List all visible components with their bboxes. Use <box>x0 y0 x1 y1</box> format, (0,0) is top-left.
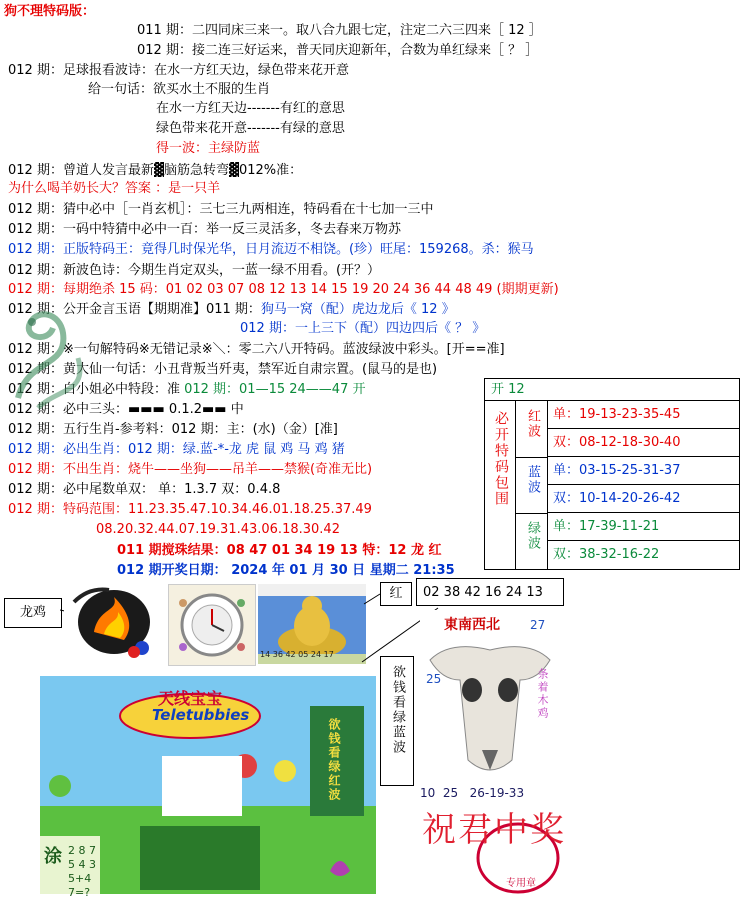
skull-compass: 東南西北 <box>444 617 500 633</box>
table-wave-blue: 蓝波 <box>525 465 540 495</box>
line-wave-result: 得一波：主绿防蓝 <box>156 141 261 156</box>
line-code-range-2: 08.20.32.44.07.19.31.43.06.18.30.42 <box>96 522 340 537</box>
line-code-range: 012 期：特码范围：11.23.35.47.10.34.46.01.18.25.37.49 <box>8 502 372 517</box>
table-header: 开 12 <box>485 379 739 401</box>
table-left-label-cell <box>485 401 516 569</box>
line-riddle: 为什么喝羊奶长大？答案 ：是一只羊 <box>8 181 221 196</box>
line-one-sentence: 给一句话：欲买水土不服的生肖 <box>88 82 271 97</box>
tele-riddle-nums: 2 8 7 5 4 3 5+4 7=? <box>68 844 96 899</box>
line-guess: 012 期：猜中必中［一肖玄机］：三七三九两相连，特码看在十七加一三中 <box>8 202 434 217</box>
skull-number-top: 27 <box>530 618 546 632</box>
callout-red: 红 <box>380 582 412 606</box>
tele-blank-box <box>162 756 242 816</box>
surround-table <box>484 378 740 570</box>
tele-logo: Teletubbies <box>152 706 250 724</box>
line-football-poem: 012 期：足球报看波诗：在水一方红天边，绿色带来花开意 <box>8 63 349 78</box>
line-golden-words-012 <box>240 320 485 337</box>
tele-fortune-char: 涂 <box>44 846 62 867</box>
stamp-text: 祝君中奖 <box>422 810 566 850</box>
fire-emblem-image <box>64 582 162 666</box>
callout-green-blue-text: 欲钱看绿蓝波 <box>390 665 405 755</box>
buddha-numbers: 14 36 42 05 24 17 <box>260 650 334 659</box>
line-code-king: 012 期：正版特码王：竟得几时保光华，日月流迈不相饶。(珍）旺尾：159268。杀：猴马 <box>8 242 534 257</box>
line-kill-15: 012 期：每期绝杀 15 码：01 02 03 07 08 12 13 14 15 19 20 24 36 44 48 49 (期期更新) <box>8 282 559 297</box>
miss-bai-label: 012 期：白小姐必中特段：准 <box>8 382 180 397</box>
skull-image <box>420 610 560 800</box>
callout-dragon-chicken: 龙鸡 <box>4 598 62 628</box>
zodiac-clock-image <box>168 584 256 666</box>
tele-side-text: 欲钱看绿红波 <box>327 718 341 802</box>
line-wave-poem: 012 期：新波色诗：今期生肖定双头，一蓝一绿不用看。(开？） <box>8 263 381 278</box>
line-draw-date: 012 期开奖日期： 2024 年 01 月 30 日 星期二 21:35 <box>117 563 455 578</box>
golden-words-011: 狗马一窝（配）虎边龙后《 12 》 <box>260 302 455 317</box>
table-wave-red-cell <box>515 401 548 458</box>
tele-title: 天线宝宝 <box>158 689 223 708</box>
line-three-heads: 012 期：必中三头：▬▬▬ 0.1.2▬▬ 中 <box>8 402 244 417</box>
line-no-zodiac: 012 期：不出生肖：烧牛——坐狗——吊羊——禁猴(奇准无比) <box>8 462 373 477</box>
golden-words-012-text: 一上三下（配）四边四后《 ？ 》 <box>294 321 486 336</box>
table-wave-blue-cell <box>515 457 548 514</box>
table-wave-red: 红波 <box>525 409 540 439</box>
line-five-elements: 012 期：五行生肖-参考料：012 期：主：(水)（金）[准] <box>8 422 338 437</box>
line-one-sentence-code: 012 期：※一句解特码※无错记录※＼：零二六八开特码。蓝波绿波中彩头。[开==准] <box>8 342 505 357</box>
table-green-single: 单：17-39-11-21 <box>547 513 739 541</box>
callout-green-blue <box>380 656 414 786</box>
stamp-label: 专用章 <box>506 878 536 889</box>
table-green-double: 双：38-32-16-22 <box>553 547 660 562</box>
line-one-code: 012 期：一码中特猜中必中一百：举一反三灵活多，冬去春来万物苏 <box>8 222 401 237</box>
line-green-meaning: 绿色带来花开意-------有绿的意思 <box>156 121 345 136</box>
line-tail-numbers: 012 期：必中尾数单双： 单：1.3.7 双：0.4.8 <box>8 482 281 497</box>
buddha-image <box>258 584 366 664</box>
table-red-double: 双：08-12-18-30-40 <box>547 429 739 457</box>
table-red-single: 单：19-13-23-35-45 <box>547 401 739 429</box>
skull-vertical-text: 条着木鸡 <box>536 668 549 720</box>
table-wave-green-cell <box>515 513 548 569</box>
line-draw-result: 011 期搅珠结果：08 47 01 34 19 13 特：12 龙 红 <box>117 543 442 558</box>
line-red-meaning: 在水一方红天边-------有红的意思 <box>156 101 345 116</box>
callout-numbers: 02 38 42 16 24 13 <box>416 578 564 606</box>
line-012-prediction: 012 期：接二连三好运来，普天同庆迎新年，合数为单红绿来［ ？ ］ <box>137 43 539 58</box>
teletubbies-image <box>40 676 376 899</box>
line-huang-daxian: 012 期：黄大仙一句话：小丑背叛当歼夷，禁军近自肃宗置。(鼠马的是也) <box>8 362 438 377</box>
miss-bai-range: 012 期：01—15 24——47 开 <box>184 382 366 397</box>
page-title: 狗不理特码版： <box>4 4 96 19</box>
stamp-image <box>418 800 578 896</box>
table-blue-double: 双：10-14-20-26-42 <box>547 485 739 513</box>
table-left-label: 必开特码包围 <box>493 411 509 507</box>
line-011-prediction: 011 期：二四同床三来一。取八合九跟七定，注定二六三四来［ 12 ］ <box>137 23 542 38</box>
line-zeng-daoren: 012 期：曾道人发言最新▓脑筋急转弯▓012%准： <box>8 163 303 178</box>
skull-number-left: 25 <box>426 672 442 686</box>
skull-bottom-numbers: 10 25 26-19-33 <box>420 786 525 800</box>
golden-words-012-label: 012 期： <box>240 321 295 336</box>
line-must-zodiac: 012 期：必出生肖：012 期：绿.蓝-*-龙 虎 鼠 鸡 马 鸡 猪 <box>8 442 345 457</box>
table-wave-green: 绿波 <box>525 521 540 551</box>
dragon-image <box>8 298 98 418</box>
table-blue-single: 单：03-15-25-31-37 <box>547 457 739 485</box>
golden-words-label: 012 期：公开金言玉语【期期准】011 期： <box>8 302 261 317</box>
